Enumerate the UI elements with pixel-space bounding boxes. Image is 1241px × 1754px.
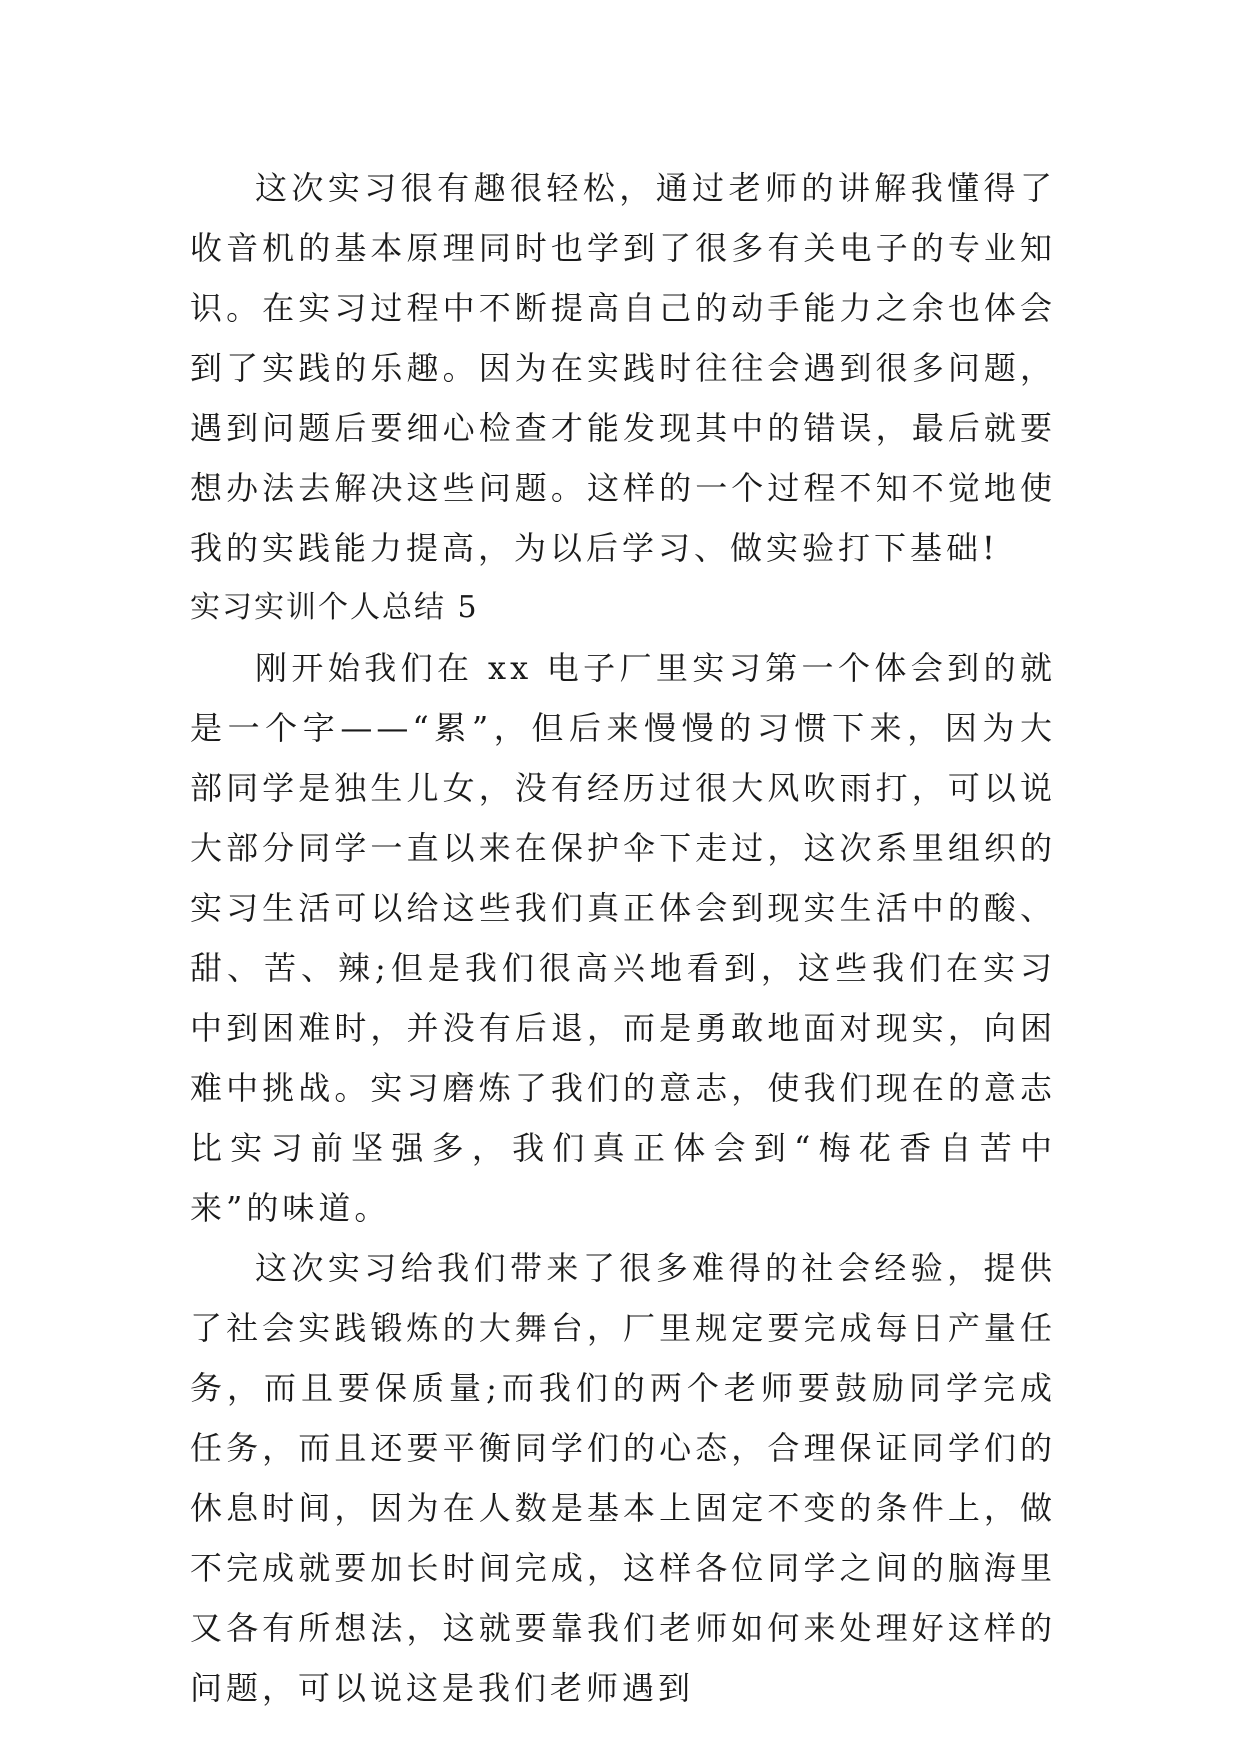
paragraph: 这次实习很有趣很轻松，通过老师的讲解我懂得了收音机的基本原理同时也学到了很多有关电子的专业知识。在实习过程中不断提高自己的动手能力之余也体会到了实践的乐趣。因为在实践时往往会遇到很多问题，遇到问题后要细心检查才能发现其中的错误，最后就要想办法去解决这些问题。这样的一个过程不知不觉地使我的实践能力提高，为以后学习、做实验打下基础! <box>190 169 1056 567</box>
section-heading: 实习实训个人总结 5 <box>190 590 479 625</box>
paragraph: 刚开始我们在 xx 电子厂里实习第一个体会到的就是一个字——“累”，但后来慢慢的习惯下来，因为大部同学是独生儿女，没有经历过很大风吹雨打，可以说大部分同学一直以来在保护伞下走过，这次系里组织的实习生活可以给这些我们真正体会到现实生活中的酸、甜、苦、辣;但是我们很高兴地看到，这些我们在实习中到困难时，并没有后退，而是勇敢地面对现实，向困难中挑战。实习磨炼了我们的意志，使我们现在的意志比实习前坚强多，我们真正体会到“梅花香自苦中来”的味道。 <box>190 649 1056 1227</box>
paragraph: 这次实习给我们带来了很多难得的社会经验，提供了社会实践锻炼的大舞台，厂里规定要完成每日产量任务，而且要保质量;而我们的两个老师要鼓励同学完成任务，而且还要平衡同学们的心态，合理保证同学们的休息时间，因为在人数是基本上固定不变的条件上，做不完成就要加长时间完成，这样各位同学之间的脑海里又各有所想法，这就要靠我们老师如何来处理好这样的问题，可以说这是我们老师遇到 <box>190 1249 1056 1707</box>
document-body <box>190 158 1056 1718</box>
